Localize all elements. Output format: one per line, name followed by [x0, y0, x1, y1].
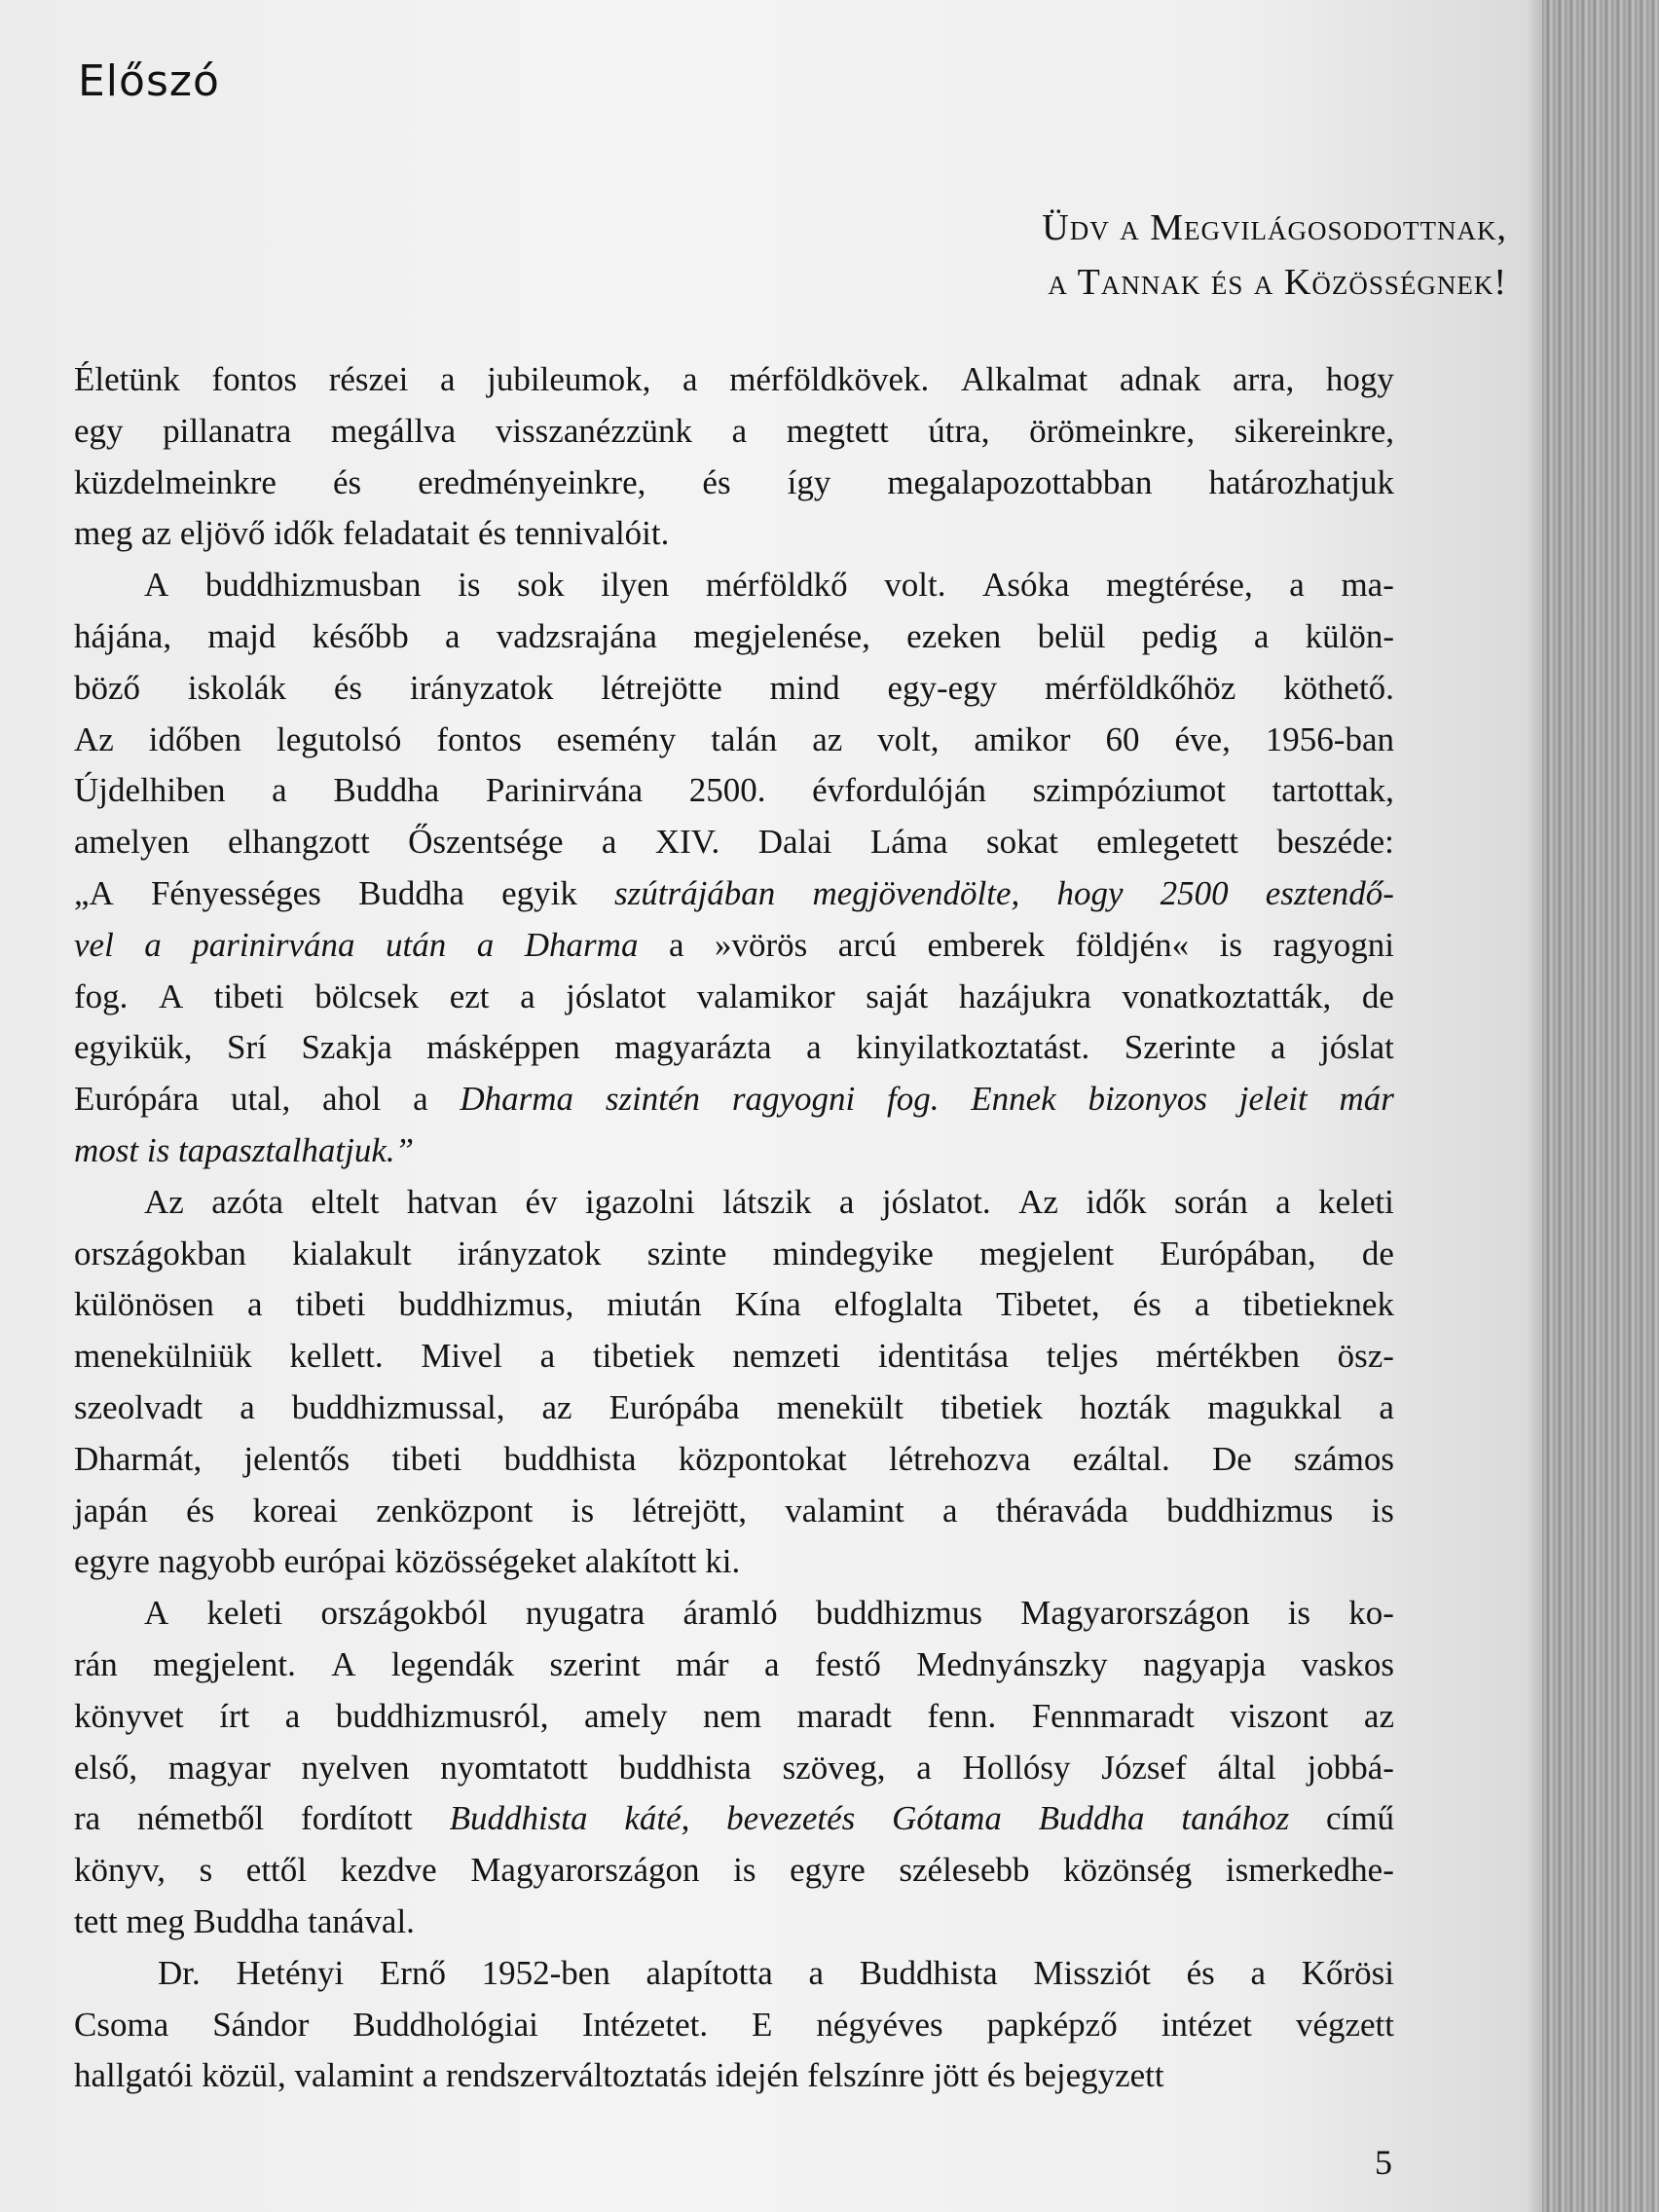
text-line: rán megjelent. A legendák szerint már a festő Mednyánszky nagyapja vaskos [74, 1644, 1394, 1683]
text-line: fog. A tibeti bölcsek ezt a jóslatot valamikor saját hazájukra vonatkoztatták, de [74, 977, 1394, 1015]
text-line: A keleti országokból nyugatra áramló buddhizmus Magyarországon is ko- [144, 1594, 1394, 1633]
text-line: meg az eljövő idők feladatait és tennivalóit. [74, 514, 670, 553]
text-line: Dr. Hetényi Ernő 1952-ben alapította a Buddhista Missziót és a Kőrösi [158, 1953, 1394, 1992]
text-line: első, magyar nyelven nyomtatott buddhista szöveg, a Hollósy József által jobbá- [74, 1748, 1394, 1787]
text-line: egy pillanatra megállva visszanézzünk a megtett útra, örömeinkre, sikereinkre, [74, 411, 1394, 450]
text-line: egyikük, Srí Szakja másképpen magyarázta a kinyilatkoztatást. Szerinte a jóslat [74, 1028, 1394, 1067]
text-line: amelyen elhangzott Őszentsége a XIV. Dalai Láma sokat emlegetett beszéde: [74, 823, 1394, 862]
page-edges [1542, 0, 1659, 2212]
text-line: különösen a tibeti buddhizmus, miután Kína elfoglalta Tibetet, és a tibetieknek [74, 1285, 1394, 1324]
text-line: japán és koreai zenközpont is létrejött, valamint a théraváda buddhizmus is [74, 1491, 1394, 1530]
text-line: könyv, s ettől kezdve Magyarországon is egyre szélesebb közönség ismerkedhe- [74, 1851, 1394, 1890]
text-line: hájána, majd később a vadzsrajána megjelenése, ezeken belül pedig a külön- [74, 616, 1394, 655]
text-line: Az azóta eltelt hatvan év igazolni látszik a jóslatot. Az idők során a keleti [144, 1182, 1394, 1221]
text-line: tett meg Buddha tanával. [74, 1901, 415, 1940]
text-line: Az időben legutolsó fontos esemény talán az volt, amikor 60 éve, 1956-ban [74, 719, 1394, 758]
text-line: most is tapasztalhatjuk.” [74, 1130, 415, 1169]
text-line: menekülniük kellett. Mivel a tibetiek nemzeti identitása teljes mértékben ösz- [74, 1337, 1394, 1376]
section-label: Előszó [78, 56, 220, 106]
text-line: A buddhizmusban is sok ilyen mérföldkő volt. Asóka megtérése, a ma- [144, 566, 1394, 605]
text-line: országokban kialakult irányzatok szinte mindegyike megjelent Európában, de [74, 1234, 1394, 1272]
text-line: hallgatói közül, valamint a rendszerváltoztatás idején felszínre jött és bejegyzett [74, 2056, 1164, 2095]
text-line: Életünk fontos részei a jubileumok, a mérföldkövek. Alkalmat adnak arra, hogy [74, 360, 1394, 398]
text-line: „A Fényességes Buddha egyik szútrájában megjövendölte, hogy 2500 esztendő- [74, 873, 1394, 912]
text-line: ra németből fordított Buddhista káté, bevezetés Gótama Buddha tanához című [74, 1799, 1394, 1838]
text-line: szeolvadt a buddhizmussal, az Európába menekült tibetiek hozták magukkal a [74, 1387, 1394, 1426]
text-line: egyre nagyobb európai közösségeket alakított ki. [74, 1542, 741, 1581]
text-line: böző iskolák és irányzatok létrejötte mind egy-egy mérföldkőhöz köthető. [74, 668, 1394, 707]
text-line: Dharmát, jelentős tibeti buddhista központokat létrehozva ezáltal. De számos [74, 1439, 1394, 1478]
text-line: könyvet írt a buddhizmusról, amely nem maradt fenn. Fennmaradt viszont az [74, 1696, 1394, 1735]
text-line: Európára utal, ahol a Dharma szintén ragyogni fog. Ennek bizonyos jeleit már [74, 1080, 1394, 1119]
text-line: vel a parinirvána után a Dharma a »vörös arcú emberek földjén« is ragyogni [74, 925, 1394, 964]
text-line: küzdelmeinkre és eredményeinkre, és így megalapozottabban határozhatjuk [74, 462, 1394, 501]
body-text [74, 354, 1394, 2102]
page-number: 5 [1375, 2143, 1392, 2182]
heading-line-1: Üdv a Megvilágosodottnak, [1042, 207, 1507, 248]
heading-line-2: a Tannak és a Közösségnek! [1048, 262, 1507, 303]
chapter-heading [1042, 201, 1507, 310]
text-line: Újdelhiben a Buddha Parinirvána 2500. évfordulóján szimpóziumot tartottak, [74, 771, 1394, 810]
text-line: Csoma Sándor Buddhológiai Intézetet. E négyéves papképző intézet végzett [74, 2005, 1394, 2044]
